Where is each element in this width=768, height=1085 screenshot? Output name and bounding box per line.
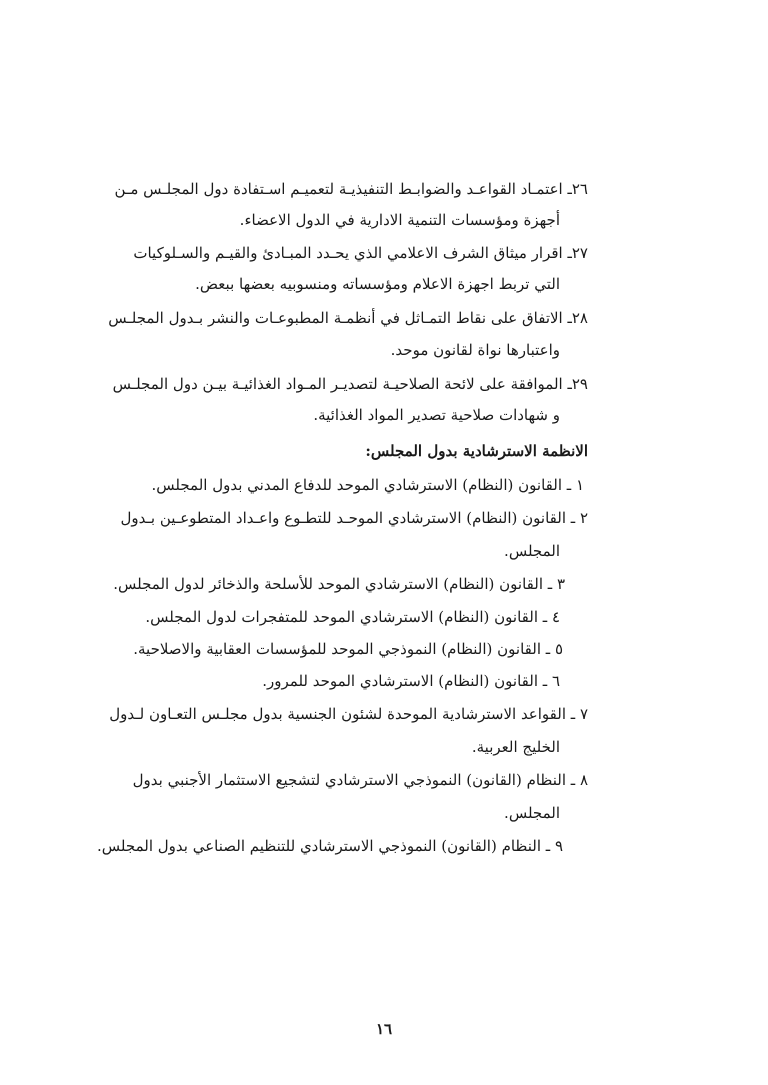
item-27-line-1: ٢٧ـ اقرار ميثاق الشرف الاعلامي الذي يحـدد المبـادئ والقيـم والسـلوكيات bbox=[133, 244, 588, 262]
item-28-line-1: ٢٨ـ الاتفاق على نقاط التمـاثل في أنظمـة المطبوعـات والنشر بـدول المجلـس bbox=[108, 309, 588, 327]
item-26-line-1: ٢٦ـ اعتمـاد القواعـد والضوابـط التنفيذيـة لتعميـم اسـتفادة دول المجلـس مـن bbox=[114, 180, 588, 198]
item-7-line-1: ٧ ـ القواعد الاسترشادية الموحدة لشئون الجنسية بدول مجلـس التعـاون لـدول bbox=[109, 705, 588, 723]
item-7-line-2: الخليج العربية. bbox=[471, 738, 560, 756]
item-2-line-1: ٢ ـ القانون (النظام) الاسترشادي الموحـد للتطـوع واعـداد المتطوعـين بـدول bbox=[120, 509, 588, 527]
section-heading: الانظمة الاسترشادية بدول المجلس: bbox=[365, 442, 588, 460]
item-8-line-2: المجلس. bbox=[504, 804, 560, 822]
item-8-line-1: ٨ ـ النظام (القانون) النموذجي الاسترشادي لتشجيع الاستثمار الأجنبي بدول bbox=[132, 771, 588, 789]
item-4: ٤ ـ القانون (النظام) الاسترشادي الموحد للمتفجرات لدول المجلس. bbox=[145, 608, 560, 626]
page-number: ١٦ bbox=[375, 1020, 393, 1038]
item-1: ١ ـ القانون (النظام) الاسترشادي الموحد للدفاع المدني بدول المجلس. bbox=[151, 476, 584, 494]
item-29-line-1: ٢٩ـ الموافقة على لائحة الصلاحيـة لتصديـر المـواد الغذائيـة بيـن دول المجلـس bbox=[112, 375, 588, 393]
item-9: ٩ ـ النظام (القانون) النموذجي الاسترشادي للتنظيم الصناعي بدول المجلس. bbox=[97, 837, 563, 855]
item-5: ٥ ـ القانون (النظام) النموذجي الموحد للمؤسسات العقابية والاصلاحية. bbox=[133, 640, 563, 658]
item-2-line-2: المجلس. bbox=[504, 542, 560, 560]
item-29-line-2: و شهادات صلاحية تصدير المواد الغذائية. bbox=[313, 406, 560, 424]
item-6: ٦ ـ القانون (النظام) الاسترشادي الموحد للمرور. bbox=[262, 672, 560, 690]
item-27-line-2: التي تربط اجهزة الاعلام ومؤسساته ومنسوبيه بعضها ببعض. bbox=[195, 275, 560, 293]
item-3: ٣ ـ القانون (النظام) الاسترشادي الموحد للأسلحة والذخائر لدول المجلس. bbox=[113, 575, 565, 593]
item-26-line-2: أجهزة ومؤسسات التنمية الادارية في الدول الاعضاء. bbox=[239, 211, 560, 229]
item-28-line-2: واعتبارها نواة لقانون موحد. bbox=[390, 341, 560, 359]
